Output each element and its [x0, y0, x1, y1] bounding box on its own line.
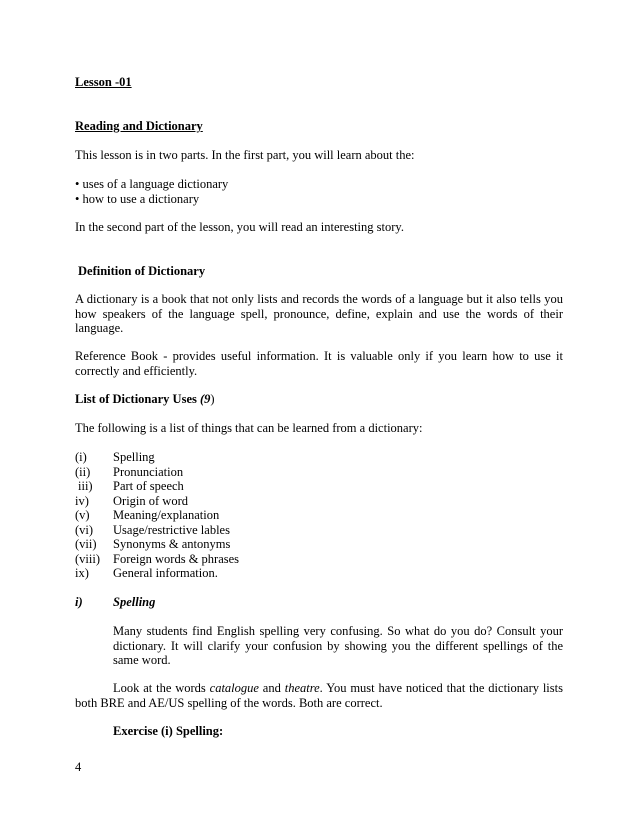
spelling-paragraph-2 [75, 681, 563, 710]
list-item [75, 552, 563, 567]
uses-heading-count: (9 [200, 392, 211, 406]
intro-second-paragraph: In the second part of the lesson, you will read an interesting story. [75, 220, 404, 234]
list-number: (vi) [75, 522, 94, 537]
list-item [75, 465, 563, 480]
page-number: 4 [75, 760, 82, 774]
lesson-title: Lesson -01 [75, 75, 132, 89]
uses-heading-close: ) [210, 392, 215, 406]
bullet-list [75, 177, 563, 206]
list-item [75, 508, 563, 523]
list-text: Meaning/explanation [113, 508, 220, 522]
list-number: (v) [75, 508, 90, 522]
bullet-item: • uses of a language dictionary [75, 177, 229, 191]
spelling-number: i) [75, 595, 83, 609]
uses-heading [75, 392, 563, 407]
list-text: Origin of word [113, 493, 188, 508]
list-item [75, 479, 563, 494]
list-number: iii) [78, 479, 93, 493]
list-number: iv) [75, 493, 89, 508]
uses-heading-text: List of Dictionary Uses [75, 392, 200, 406]
para-text: Look at the words [113, 681, 210, 695]
definition-heading: Definition of Dictionary [78, 264, 206, 278]
list-number: (vii) [75, 537, 97, 551]
list-text: Synonyms & antonyms [113, 537, 231, 551]
list-text: Usage/restrictive lables [113, 522, 230, 537]
bullet-item: • how to use a dictionary [75, 191, 200, 206]
definition-paragraph: A dictionary is a book that not only lists and records the words of a language but it also tells you how speakers of the language spell, pronounce, define, explain and use the words of their language. [75, 292, 563, 335]
list-item [75, 450, 563, 465]
list-number: (viii) [75, 551, 100, 566]
section-title: Reading and Dictionary [75, 119, 203, 133]
list-number: (ii) [75, 464, 91, 479]
uses-list [75, 450, 563, 581]
list-text: General information. [113, 566, 218, 580]
list-item [75, 566, 563, 581]
spelling-paragraph-1: Many students find English spelling very confusing. So what do you do? Consult your dictionary. It will clarify your confusion by showing you the different spellings of the same word. [113, 624, 563, 667]
list-text: Foreign words & phrases [113, 551, 240, 566]
list-number: ix) [75, 566, 89, 580]
intro-paragraph: This lesson is in two parts. In the first part, you will learn about the: [75, 148, 415, 162]
list-text: Part of speech [113, 479, 184, 493]
word-catalogue: catalogue [209, 681, 259, 695]
exercise-heading: Exercise (i) Spelling: [113, 724, 224, 738]
list-item [75, 523, 563, 538]
list-text: Pronunciation [113, 464, 184, 479]
uses-intro: The following is a list of things that can be learned from a dictionary: [75, 421, 423, 435]
list-item [75, 537, 563, 552]
word-theatre: theatre [284, 681, 320, 695]
para-text: . You must have noticed that the dictionary lists both BRE and AE/US spelling of the words. Both are correct. [75, 681, 563, 710]
para-text: and [258, 681, 285, 695]
list-text: Spelling [113, 450, 155, 464]
list-item [75, 494, 563, 509]
spelling-heading: Spelling [113, 595, 156, 609]
list-number: (i) [75, 450, 87, 464]
reference-paragraph: Reference Book - provides useful information. It is valuable only if you learn how to use it correctly and efficiently. [75, 349, 563, 378]
